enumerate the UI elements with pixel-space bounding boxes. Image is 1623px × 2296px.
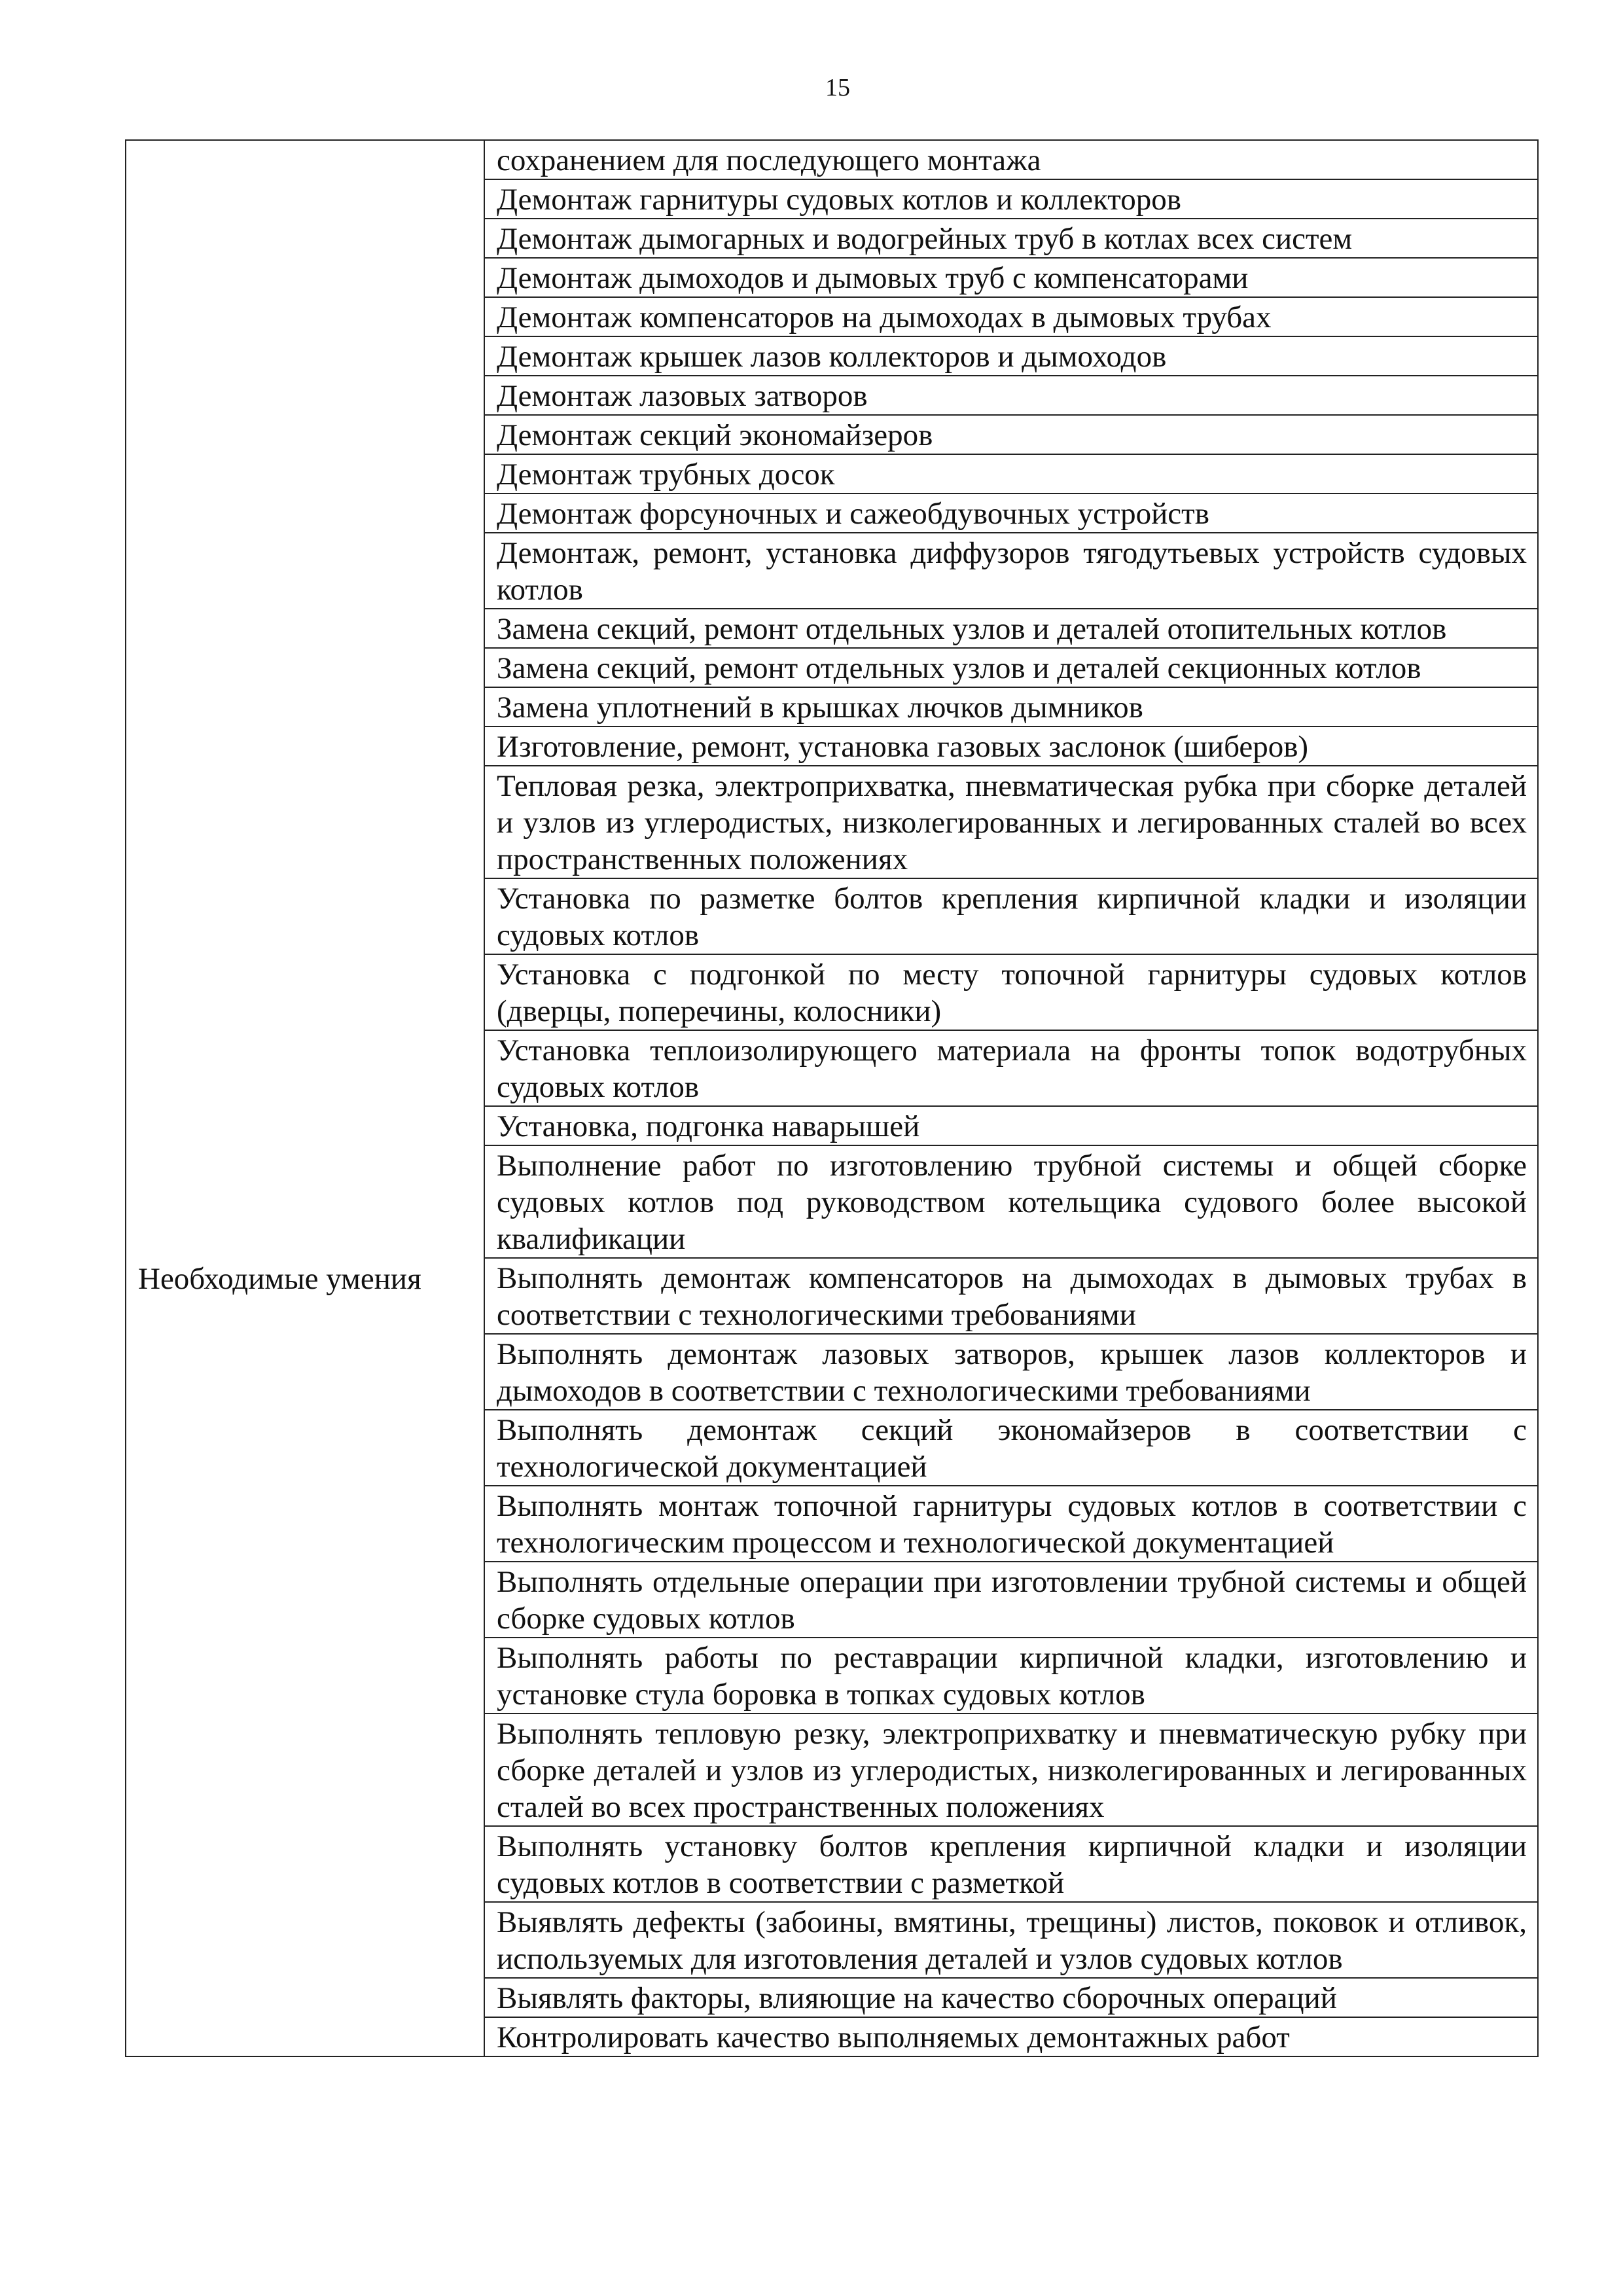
table-cell-item: Выполнять тепловую резку, электроприхватку и пневматическую рубку при сборке деталей и узлов из углеродистых, низколегированных и легированных сталей во всех пространственных положениях xyxy=(484,1713,1538,1826)
table-cell-item: Установка, подгонка наварышей xyxy=(484,1106,1538,1145)
table-cell-item: Выявлять факторы, влияющие на качество сборочных операций xyxy=(484,1978,1538,2017)
table-cell-item: Выполнять монтаж топочной гарнитуры судовых котлов в соответствии с технологическим процессом и технологической документацией xyxy=(484,1486,1538,1562)
section-label: Необходимые умения xyxy=(126,1258,484,2056)
section-label xyxy=(126,140,484,1258)
table-row xyxy=(126,140,1538,179)
table-cell-item: Демонтаж дымоходов и дымовых труб с компенсаторами xyxy=(484,258,1538,297)
table-cell-item: Тепловая резка, электроприхватка, пневматическая рубка при сборке деталей и узлов из углеродистых, низколегированных и легированных сталей во всех пространственных положениях xyxy=(484,766,1538,878)
table-cell-item: Установка с подгонкой по месту топочной гарнитуры судовых котлов (дверцы, поперечины, колосники) xyxy=(484,954,1538,1030)
table-cell-item: Выполнять работы по реставрации кирпичной кладки, изготовлению и установке стула боровка в топках судовых котлов xyxy=(484,1638,1538,1713)
table-cell-item: Выполнять установку болтов крепления кирпичной кладки и изоляции судовых котлов в соответствии с разметкой xyxy=(484,1826,1538,1902)
table-cell-item: сохранением для последующего монтажа xyxy=(484,140,1538,179)
table-cell-item: Демонтаж гарнитуры судовых котлов и коллекторов xyxy=(484,179,1538,219)
table-cell-item: Демонтаж форсуночных и сажеобдувочных устройств xyxy=(484,493,1538,533)
table-cell-item: Демонтаж, ремонт, установка диффузоров тягодутьевых устройств судовых котлов xyxy=(484,533,1538,609)
table-cell-item: Контролировать качество выполняемых демонтажных работ xyxy=(484,2017,1538,2056)
table-cell-item: Демонтаж дымогарных и водогрейных труб в котлах всех систем xyxy=(484,219,1538,258)
table-cell-item: Выполнять отдельные операции при изготовлении трубной системы и общей сборке судовых котлов xyxy=(484,1562,1538,1638)
table-cell-item: Демонтаж лазовых затворов xyxy=(484,376,1538,415)
table-cell-item: Замена уплотнений в крышках лючков дымников xyxy=(484,687,1538,726)
table-cell-item: Демонтаж секций экономайзеров xyxy=(484,415,1538,454)
table-cell-item: Выявлять дефекты (забоины, вмятины, трещины) листов, поковок и отливок, используемых для изготовления деталей и узлов судовых котлов xyxy=(484,1902,1538,1978)
page-number: 15 xyxy=(825,74,850,101)
table-cell-item: Выполнять демонтаж лазовых затворов, крышек лазов коллекторов и дымоходов в соответствии с технологическими требованиями xyxy=(484,1334,1538,1410)
table-cell-item: Демонтаж крышек лазов коллекторов и дымоходов xyxy=(484,336,1538,376)
table-cell-item: Изготовление, ремонт, установка газовых заслонок (шиберов) xyxy=(484,726,1538,766)
table-cell-item: Демонтаж компенсаторов на дымоходах в дымовых трубах xyxy=(484,297,1538,336)
table-cell-item: Замена секций, ремонт отдельных узлов и деталей секционных котлов xyxy=(484,648,1538,687)
requirements-table xyxy=(125,139,1539,2057)
table-cell-item: Выполнять демонтаж секций экономайзеров в соответствии с технологической документацией xyxy=(484,1410,1538,1486)
table-cell-item: Демонтаж трубных досок xyxy=(484,454,1538,493)
table-cell-item: Установка по разметке болтов крепления кирпичной кладки и изоляции судовых котлов xyxy=(484,878,1538,954)
table-cell-item: Замена секций, ремонт отдельных узлов и деталей отопительных котлов xyxy=(484,609,1538,648)
table-cell-item: Установка теплоизолирующего материала на фронты топок водотрубных судовых котлов xyxy=(484,1030,1538,1106)
table-cell-item: Выполнять демонтаж компенсаторов на дымоходах в дымовых трубах в соответствии с технологическими требованиями xyxy=(484,1258,1538,1334)
table-cell-item: Выполнение работ по изготовлению трубной системы и общей сборке судовых котлов под руководством котельщика судового более высокой квалификации xyxy=(484,1145,1538,1258)
table-row xyxy=(126,1258,1538,1334)
requirements-table-body xyxy=(126,140,1538,2056)
